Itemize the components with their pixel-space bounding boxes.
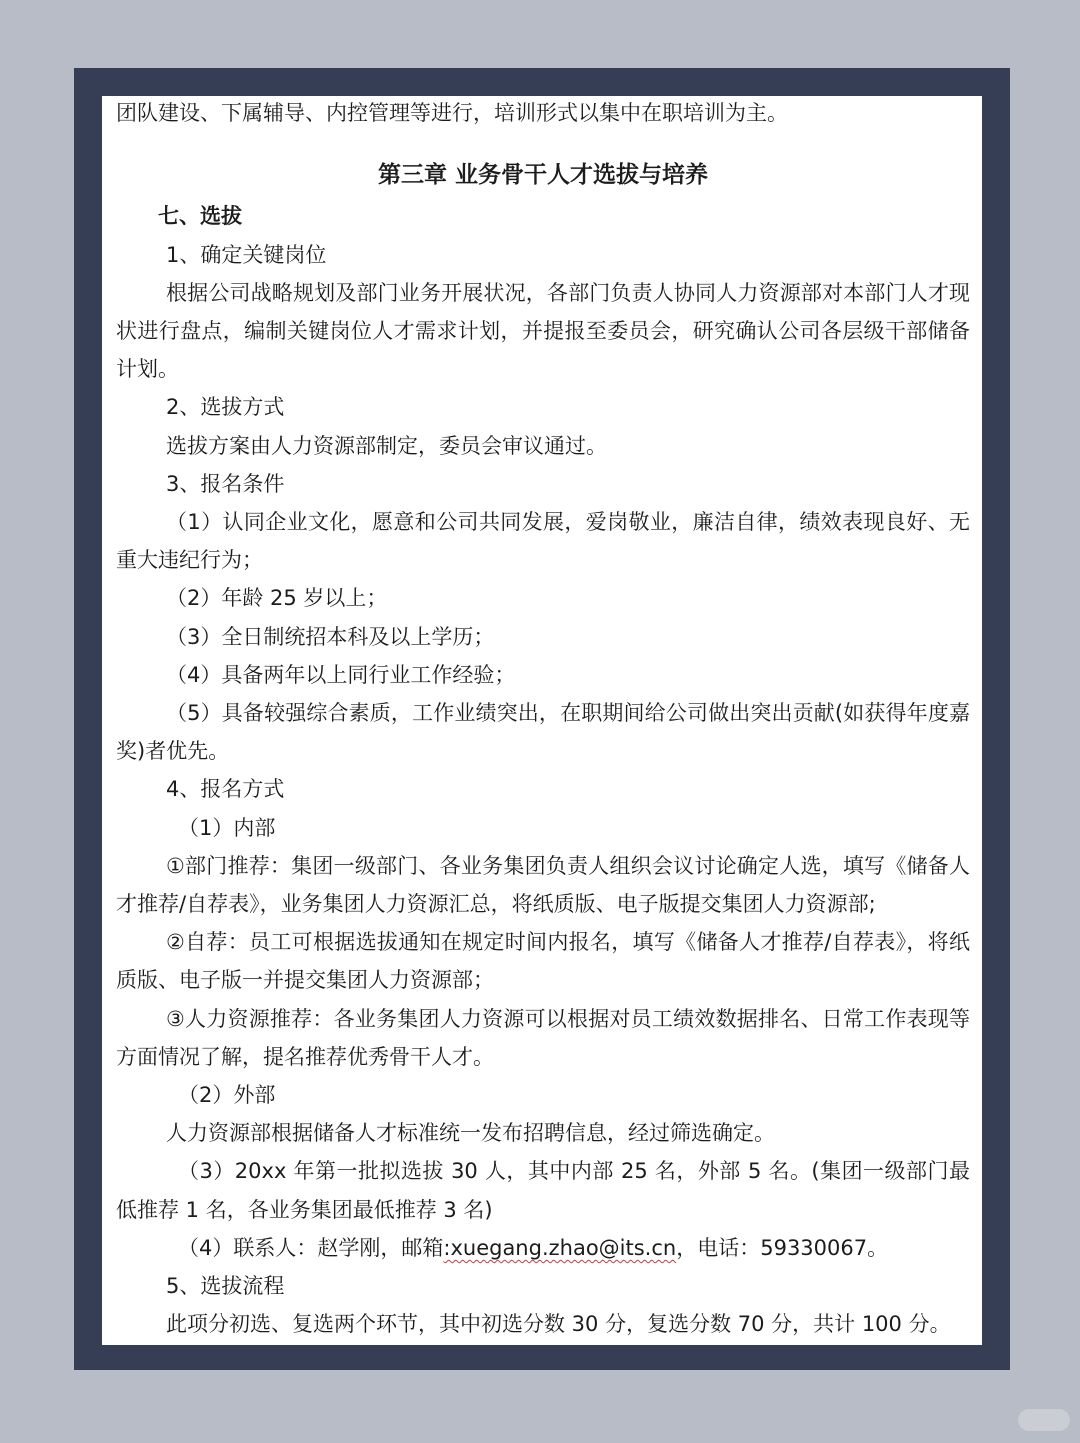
condition-item-1: （1）认同企业文化，愿意和公司共同发展，爱岗敬业，廉洁自律，绩效表现良好、无重大违纪行为； [116,510,970,573]
registration-external-heading: （2）外部 [178,1083,276,1108]
subheading-key-positions: 1、确定关键岗位 [166,242,327,267]
selection-plan: （3）20xx 年第一批拟选拔 30 人，其中内部 25 名，外部 5 名。(集团一级部门最低推荐 1 名，各业务集团最低推荐 3 名) [116,1159,970,1222]
line-training-form: 团队建设、下属辅导、内控管理等进行，培训形式以集中在职培训为主。 [116,101,788,125]
registration-internal-2: ②自荐：员工可根据选拔通知在规定时间内报名，填写《储备人才推荐/自荐表》，将纸质版、电子版一并提交集团人力资源部； [116,930,970,993]
chapter-title: 第三章 业务骨干人才选拔与培养 [377,162,708,189]
subheading-process: 5、选拔流程 [166,1274,285,1299]
condition-item-3: （3）全日制统招本科及以上学历； [166,624,495,649]
document-body [116,94,970,1344]
subheading-conditions: 3、报名条件 [166,471,285,496]
contact-line [116,1229,970,1267]
paragraph-process: 此项分初选、复选两个环节，其中初选分数 30 分，复选分数 70 分，共计 100 分。 [166,1312,951,1337]
contact-person: （4）联系人：赵学刚，邮箱 [178,1235,444,1260]
registration-internal-1: ①部门推荐：集团一级部门、各业务集团负责人组织会议讨论确定人选，填写《储备人才推荐/自荐表》，业务集团人力资源汇总，将纸质版、电子版提交集团人力资源部; [116,853,970,917]
contact-email: :xuegang.zhao@its.cn [443,1235,677,1260]
registration-external-1: 人力资源部根据储备人才标准统一发布招聘信息，经过筛选确定。 [166,1121,775,1146]
registration-internal-heading: （1）内部 [178,815,276,840]
watermark-badge [1018,1409,1070,1431]
document-page [102,96,982,1345]
section-heading-selection: 七、选拔 [158,204,242,229]
paragraph-selection-method: 选拔方案由人力资源部制定，委员会审议通过。 [166,433,607,458]
paragraph-key-positions: 根据公司战略规划及部门业务开展状况，各部门负责人协同人力资源部对本部门人才现状进行盘点，编制关键岗位人才需求计划，并提报至委员会，研究确认公司各层级干部储备计划。 [116,280,970,382]
condition-item-5: （5）具备较强综合素质，工作业绩突出，在职期间给公司做出突出贡献(如获得年度嘉奖)者优先。 [116,701,970,764]
subheading-registration: 4、报名方式 [166,777,285,802]
registration-internal-3: ③人力资源推荐：各业务集团人力资源可以根据对员工绩效数据排名、日常工作表现等方面情况了解，提名推荐优秀骨干人才。 [116,1006,970,1069]
contact-phone: ，电话：59330067。 [676,1235,889,1260]
condition-item-2: （2）年龄 25 岁以上； [166,586,388,611]
condition-item-4: （4）具备两年以上同行业工作经验； [166,662,516,687]
subheading-selection-method: 2、选拔方式 [166,395,285,420]
